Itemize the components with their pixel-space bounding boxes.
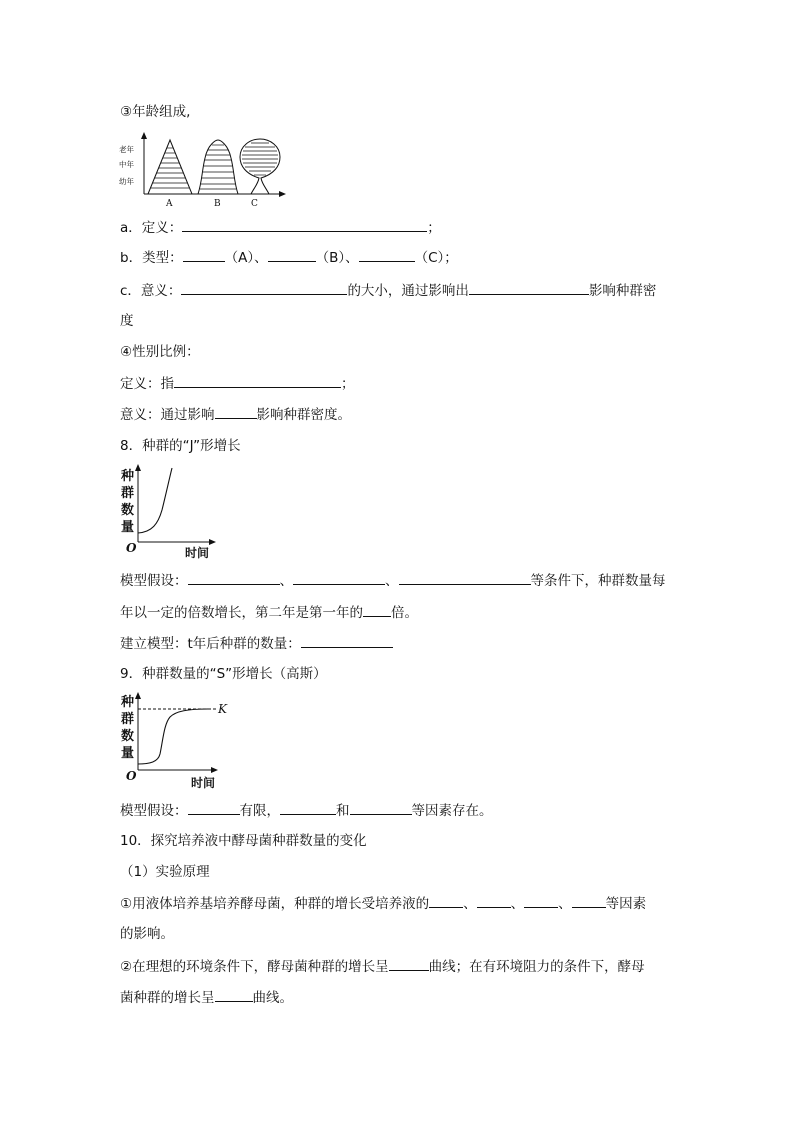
j-ylabel-4: 量	[121, 520, 135, 535]
j-curve-figure	[118, 462, 218, 562]
age-meaning-wrap: 度	[120, 313, 134, 329]
j-assume-blank-3[interactable]	[399, 570, 531, 585]
j-assumption: 模型假设： 、 、 等条件下，种群数量每	[120, 570, 666, 591]
s-k-label: K	[218, 702, 227, 716]
sex-definition-blank[interactable]	[174, 373, 341, 388]
s-xlabel: 时间	[191, 776, 216, 790]
sex-meaning: 意义：通过影响 影响种群密度。	[120, 404, 351, 425]
s-ylabel-1: 种	[121, 695, 135, 710]
j-curve-line	[138, 468, 172, 533]
j-heading: 8．种群的“J”形增长	[120, 438, 241, 454]
yeast-principle-1: ①用液体培养基培养酵母菌，种群的增长受培养液的 、 、 、 等因素	[120, 893, 646, 914]
s-curve-figure	[118, 690, 238, 792]
sex-definition: 定义：指 ；	[120, 373, 355, 394]
j-times-blank[interactable]	[363, 602, 391, 617]
yeast-subheading: （1）实验原理	[120, 864, 210, 880]
s-assume-blank-1[interactable]	[188, 800, 240, 815]
s-assume-blank-2[interactable]	[280, 800, 336, 815]
s-assume-blank-3[interactable]	[350, 800, 412, 815]
age-structure-figure	[118, 130, 288, 212]
sex-meaning-blank[interactable]	[215, 404, 257, 419]
yeast-principle-2-wrap: 菌种群的增长呈 曲线。	[120, 987, 293, 1008]
s-ylabel-4: 量	[121, 746, 135, 761]
s-curve-line	[138, 709, 208, 764]
j-xlabel: 时间	[185, 546, 210, 560]
j-ylabel-2: 群	[121, 486, 135, 501]
s-origin: O	[126, 769, 137, 783]
age-type-c-blank[interactable]	[359, 247, 415, 262]
yeast-factor-blank-3[interactable]	[524, 893, 558, 908]
age-meaning-blank-1[interactable]	[181, 280, 347, 295]
s-ylabel-2: 群	[121, 712, 135, 727]
age-definition: a．定义： ；	[120, 217, 441, 238]
j-model-blank[interactable]	[301, 633, 393, 648]
age-type-b-blank[interactable]	[268, 247, 316, 262]
yeast-resist-curve-blank[interactable]	[215, 987, 253, 1002]
s-heading: 9．种群数量的“S”形增长（高斯）	[120, 666, 327, 682]
s-assumption: 模型假设： 有限， 和 等因素存在。	[120, 800, 493, 821]
yeast-factor-blank-1[interactable]	[429, 893, 463, 908]
age-ylabel-middle: 中年	[119, 160, 134, 169]
age-heading: ③年龄组成,	[120, 104, 191, 120]
yeast-ideal-curve-blank[interactable]	[389, 956, 429, 971]
sex-heading: ④性别比例：	[120, 344, 200, 360]
age-ylabel-old: 老年	[119, 145, 134, 154]
age-xlabel-b: B	[214, 199, 221, 209]
j-assume-blank-2[interactable]	[293, 570, 385, 585]
age-meaning-blank-2[interactable]	[469, 280, 589, 295]
age-ylabel-young: 幼年	[119, 177, 134, 186]
s-ylabel-3: 数	[121, 729, 135, 744]
yeast-factor-blank-4[interactable]	[572, 893, 606, 908]
yeast-factor-blank-2[interactable]	[477, 893, 511, 908]
age-shape-c	[240, 139, 280, 194]
age-shape-a	[148, 140, 192, 194]
age-xlabel-a: A	[166, 199, 173, 209]
j-ylabel-3: 数	[121, 503, 135, 518]
yeast-principle-2: ②在理想的环境条件下，酵母菌种群的增长呈 曲线；在有环境阻力的条件下，酵母	[120, 956, 645, 977]
age-type-a-blank[interactable]	[183, 247, 225, 262]
age-xlabel-c: C	[251, 199, 258, 209]
age-meaning: c．意义： 的大小，通过影响出 影响种群密	[120, 280, 656, 301]
age-types: b．类型： （A）、 （B）、 （C）；	[120, 247, 458, 268]
j-model: 建立模型：t年后种群的数量：	[120, 633, 393, 654]
j-ylabel-1: 种	[121, 469, 135, 484]
j-assumption-wrap: 年以一定的倍数增长，第二年是第一年的 倍。	[120, 602, 418, 623]
j-origin: O	[126, 541, 137, 555]
j-assume-blank-1[interactable]	[188, 570, 280, 585]
age-shape-b	[198, 140, 238, 194]
yeast-heading: 10．探究培养液中酵母菌种群数量的变化	[120, 833, 367, 849]
yeast-principle-1-wrap: 的影响。	[120, 926, 174, 942]
age-definition-blank[interactable]	[182, 217, 427, 232]
